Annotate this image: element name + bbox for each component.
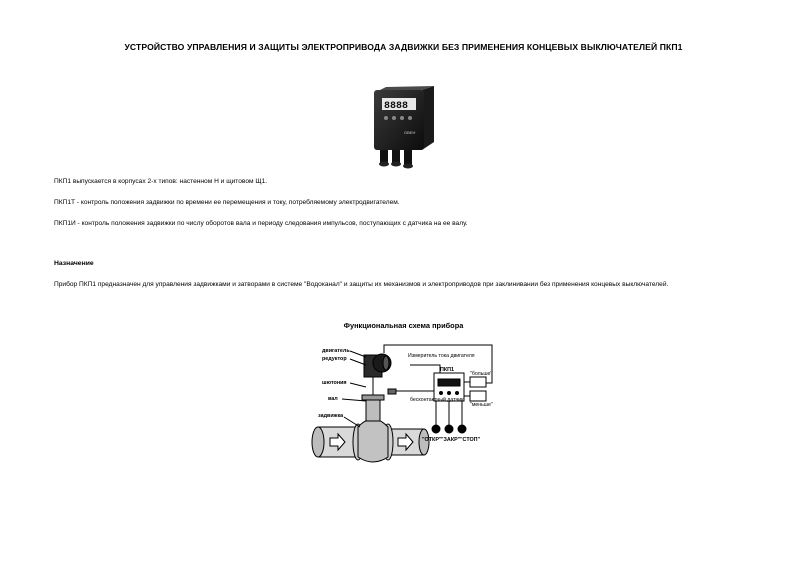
label-reducer: редуктор <box>322 356 347 362</box>
label-current-meter: Измеритель тока двигателя <box>408 353 475 359</box>
label-stop: "СТОП" <box>460 437 481 443</box>
device-display: 8888 <box>384 101 409 112</box>
label-val: вал <box>328 396 338 402</box>
intro-paragraph-3: ПКП1И - контроль положения задвижки по числу оборотов вала и периоду следования импульсов, поступающих с датчика на ее валу. <box>54 220 468 227</box>
label-pulse-sensor: бесконтактный датчик <box>410 397 464 403</box>
label-engine: двигатель <box>322 348 350 354</box>
functional-diagram <box>300 335 510 471</box>
label-valve: задвижка <box>318 413 344 419</box>
label-device: ПКП1 <box>440 367 455 373</box>
label-more: "больше" <box>470 371 493 377</box>
diagram-title: Функциональная схема прибора <box>343 321 464 330</box>
label-open: "ОТКР" <box>422 437 442 443</box>
intro-paragraph-2: ПКП1Т - контроль положения задвижки по времени ее перемещения и току, потребляемому электродвигателем. <box>54 199 400 206</box>
section-heading-purpose: Назначение <box>54 260 94 267</box>
device-photo <box>370 84 440 170</box>
intro-paragraph-1: ПКП1 выпускается в корпусах 2-х типов: настенном Н и щитовом Щ1. <box>54 178 268 185</box>
label-close: "ЗАКР" <box>441 437 461 443</box>
device-brand: ОВЕН <box>404 130 416 135</box>
label-rod: шютония <box>322 380 347 386</box>
purpose-paragraph: Прибор ПКП1 предназначен для управления задвижками и затворами в системе "Водоканал" и защиты их механизмов и электроприводов при заклинивании без применения концевых выключателей. <box>54 281 669 288</box>
page-title: УСТРОЙСТВО УПРАВЛЕНИЯ И ЗАЩИТЫ ЭЛЕКТРОПРИВОДА ЗАДВИЖКИ БЕЗ ПРИМЕНЕНИЯ КОНЦЕВЫХ ВЫКЛЮЧАТЕЛЕЙ ПКП1 <box>124 42 683 52</box>
label-less: "меньше" <box>470 402 493 408</box>
